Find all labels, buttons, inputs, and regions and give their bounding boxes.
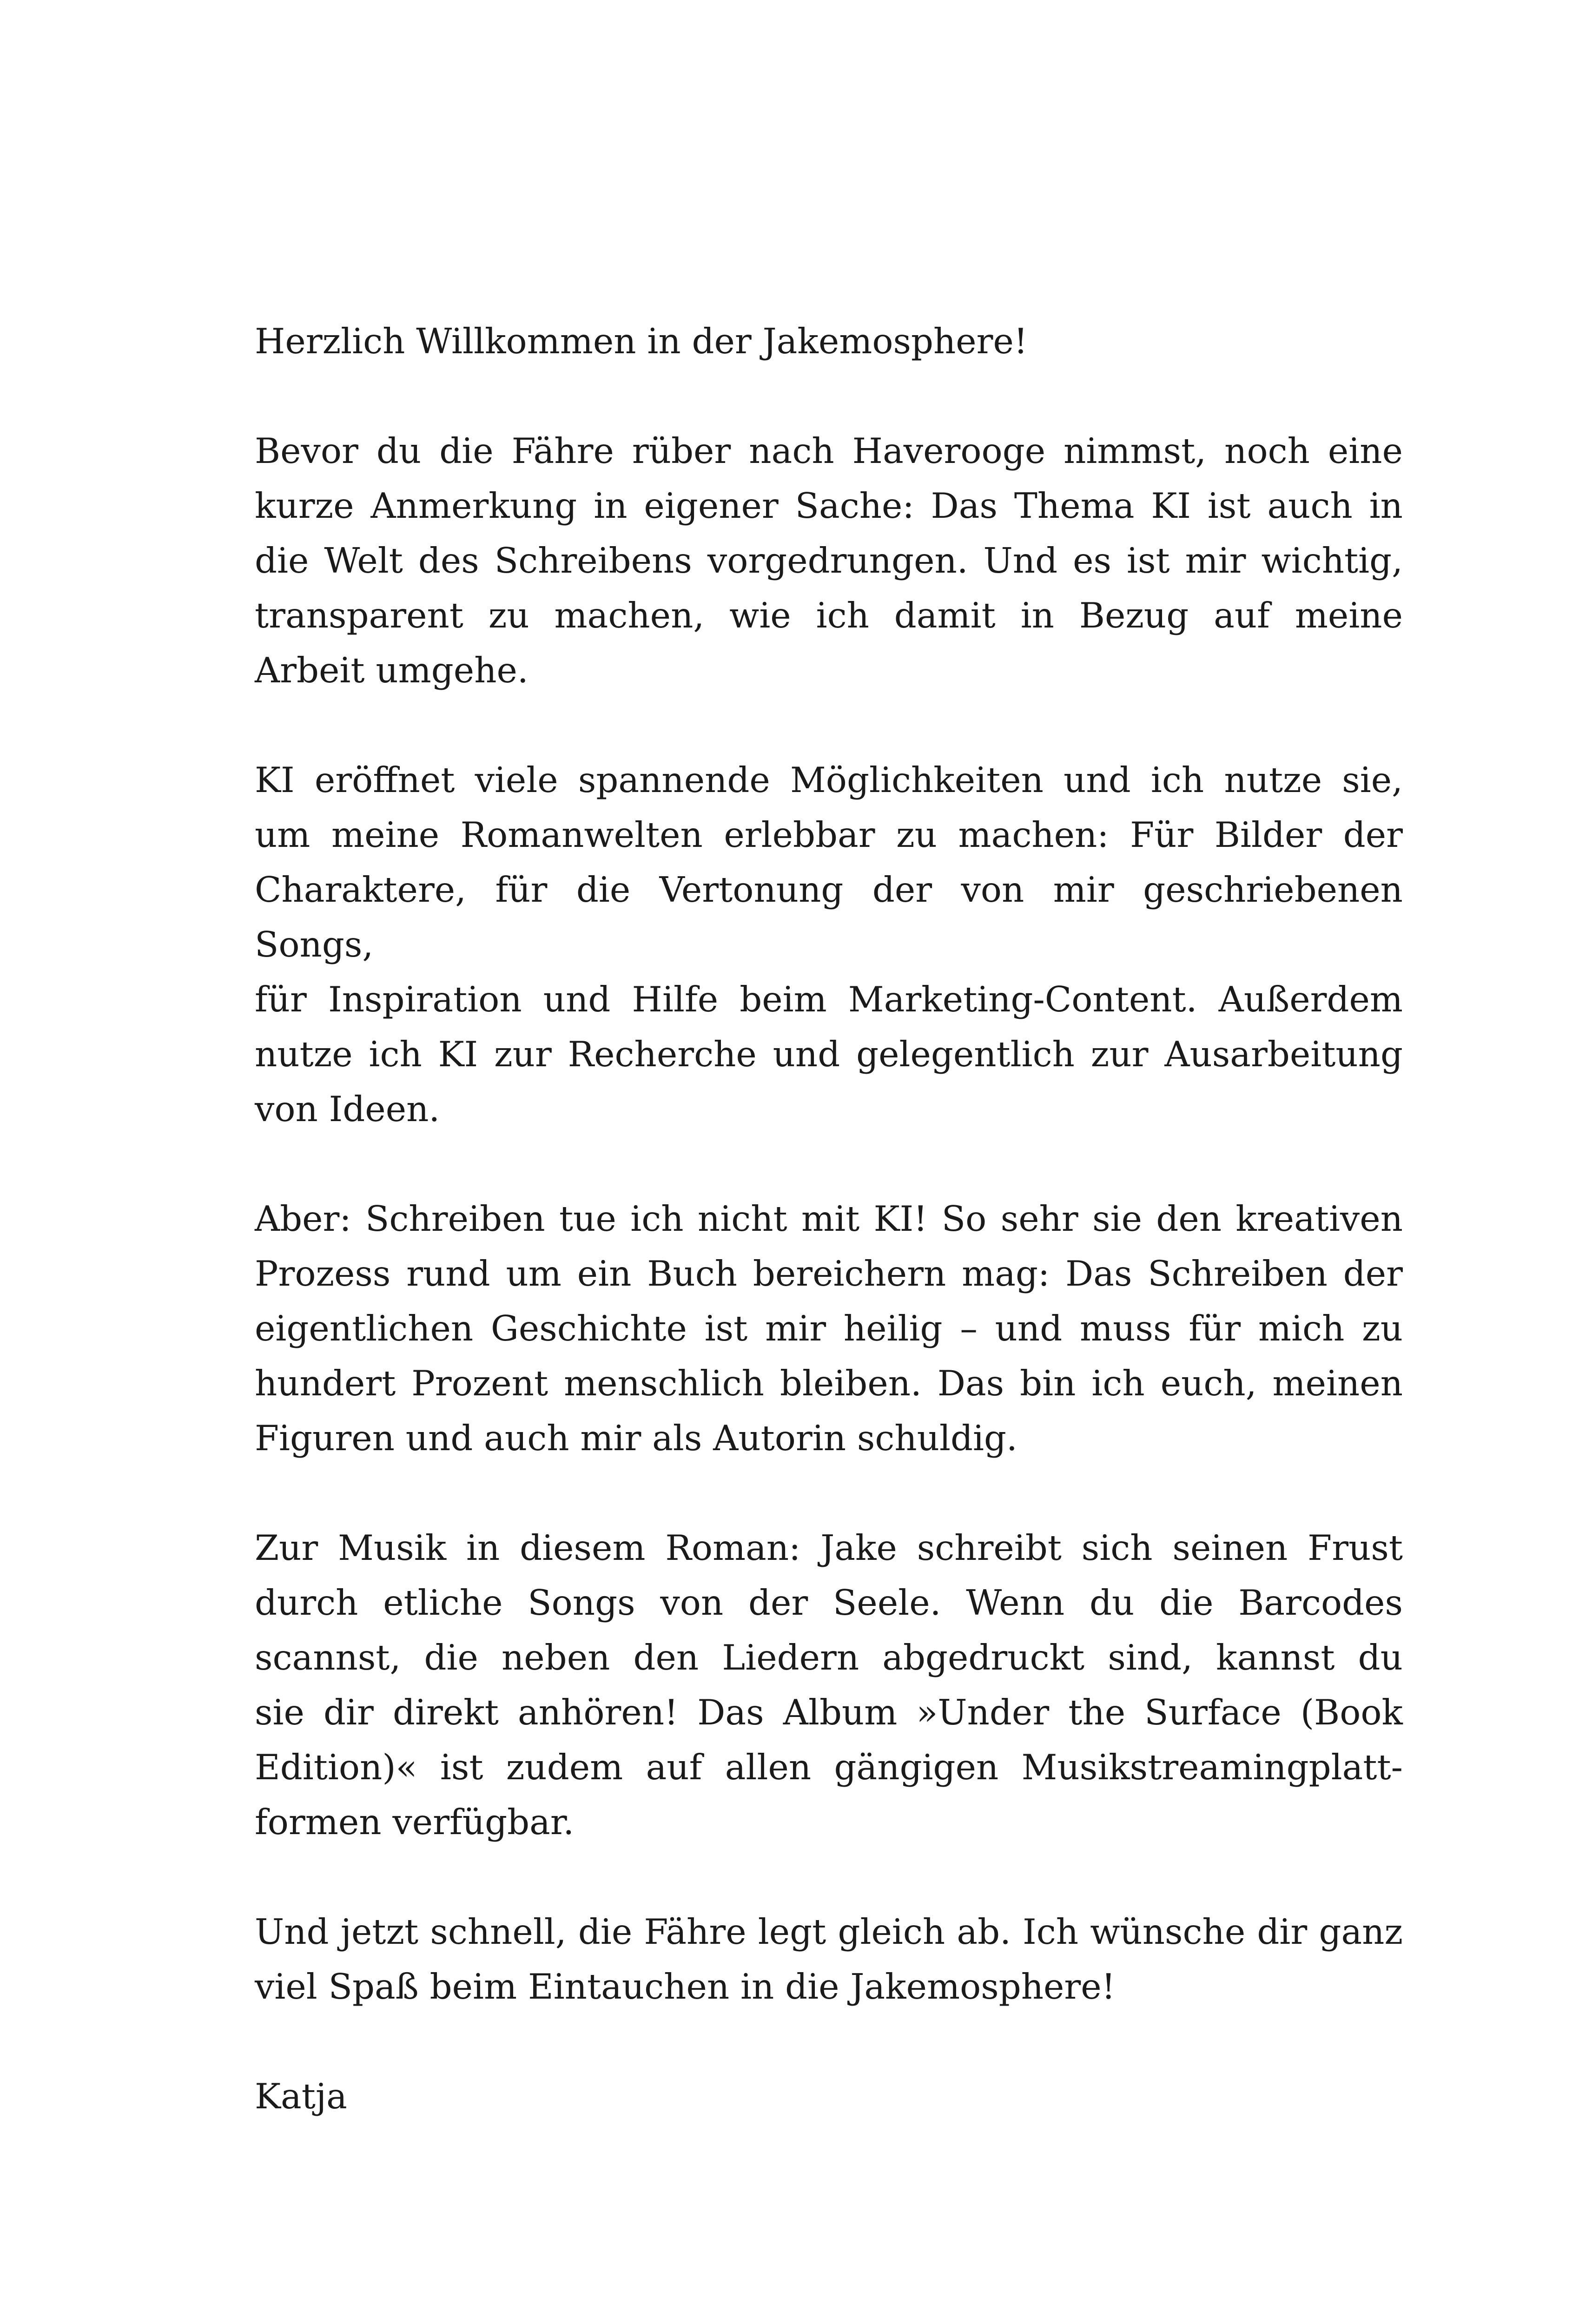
paragraph-line: viel Spaß beim Eintauchen in die Jakemosphere! — [255, 1966, 1116, 2007]
paragraph-line: die Welt des Schreibens vorgedrungen. Und es ist mir wichtig, — [255, 540, 1403, 581]
paragraph-line: hundert Prozent menschlich bleiben. Das bin ich euch, meinen — [255, 1363, 1403, 1404]
paragraph-line: Figuren und auch mir als Autorin schuldig. — [255, 1418, 1017, 1459]
paragraph-ai-usage — [255, 753, 1403, 1136]
paragraph-line: formen verfügbar. — [255, 1802, 575, 1842]
paragraph-intro — [255, 423, 1403, 698]
paragraph-line: Bevor du die Fähre rüber nach Haverooge nimmst, noch eine — [255, 430, 1403, 471]
paragraph-line: sie dir direkt anhören! Das Album »Under the Surface (Book — [255, 1692, 1403, 1733]
paragraph-closing — [255, 1904, 1403, 2014]
paragraph-line: Arbeit umgehe. — [255, 650, 528, 691]
greeting-line: Herzlich Willkommen in der Jakemosphere! — [255, 321, 1028, 362]
paragraph-line: Und jetzt schnell, die Fähre legt gleich ab. Ich wünsche dir ganz — [255, 1911, 1403, 1952]
paragraph-line: kurze Anmerkung in eigener Sache: Das Thema KI ist auch in — [255, 485, 1403, 526]
greeting-paragraph — [255, 314, 1403, 369]
paragraph-line: eigentlichen Geschichte ist mir heilig – und muss für mich zu — [255, 1308, 1403, 1349]
paragraph-line: Prozess rund um ein Buch bereichern mag: Das Schreiben der — [255, 1253, 1403, 1294]
signature-paragraph — [255, 2069, 1403, 2124]
paragraph-line: KI eröffnet viele spannende Möglichkeiten und ich nutze sie, — [255, 759, 1403, 800]
paragraph-line: transparent zu machen, wie ich damit in Bezug auf meine — [255, 595, 1403, 636]
paragraph-line: für Inspiration und Hilfe beim Marketing-Content. Außerdem — [255, 979, 1403, 1020]
paragraph-line: Charaktere, für die Vertonung der von mir geschriebenen Songs, — [255, 869, 1403, 965]
paragraph-line: Zur Musik in diesem Roman: Jake schreibt sich seinen Frust — [255, 1527, 1403, 1568]
paragraph-line: nutze ich KI zur Recherche und gelegentlich zur Ausarbeitung — [255, 1034, 1403, 1075]
author-signature: Katja — [255, 2076, 347, 2117]
paragraph-line: durch etliche Songs von der Seele. Wenn du die Barcodes — [255, 1582, 1403, 1623]
paragraph-line: scannst, die neben den Liedern abgedruckt sind, kannst du — [255, 1637, 1403, 1678]
paragraph-line: Edition)« ist zudem auf allen gängigen Musikstreamingplatt- — [255, 1747, 1403, 1788]
foreword-text — [255, 314, 1403, 2179]
paragraph-line: um meine Romanwelten erlebbar zu machen: Für Bilder der — [255, 814, 1403, 855]
paragraph-line: von Ideen. — [255, 1089, 440, 1129]
paragraph-writing — [255, 1191, 1403, 1466]
paragraph-music — [255, 1520, 1403, 1849]
paragraph-line: Aber: Schreiben tue ich nicht mit KI! So sehr sie den kreativen — [255, 1198, 1403, 1239]
